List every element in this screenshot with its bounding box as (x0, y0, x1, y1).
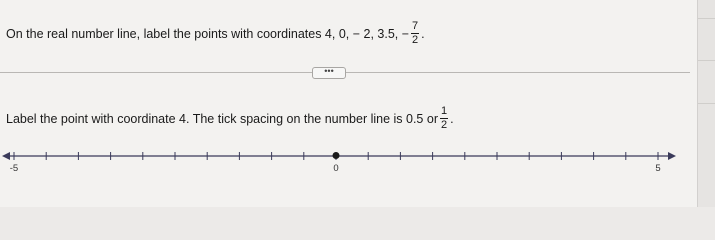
left-arrow-icon (2, 152, 10, 160)
side-divider (698, 60, 715, 61)
instruction-text (6, 106, 454, 131)
number-line[interactable] (0, 145, 697, 185)
instruction-end: . (450, 111, 454, 126)
fraction-numerator: 7 (412, 20, 419, 32)
right-arrow-icon (668, 152, 676, 160)
fraction-denominator: 2 (440, 119, 448, 131)
fraction-denominator: 2 (412, 34, 419, 46)
side-panel (697, 0, 715, 207)
question-prompt: On the real number line, label the points with coordinates 4, 0, − 2, 3.5, − (6, 26, 410, 41)
question-text (6, 21, 425, 46)
tick-label: 5 (655, 163, 661, 174)
side-divider (698, 103, 715, 104)
side-divider (698, 18, 715, 19)
expand-more-button[interactable]: ••• (312, 67, 346, 79)
instruction-prompt: Label the point with coordinate 4. The tick spacing on the number line is 0.5 or (6, 111, 438, 126)
question-end: . (421, 26, 425, 41)
instruction-fraction (440, 106, 448, 131)
fraction-numerator: 1 (440, 105, 448, 117)
tick-label: 0 (333, 163, 339, 174)
question-fraction (411, 21, 419, 46)
tick-label: -5 (9, 163, 19, 174)
plotted-point (333, 152, 340, 159)
